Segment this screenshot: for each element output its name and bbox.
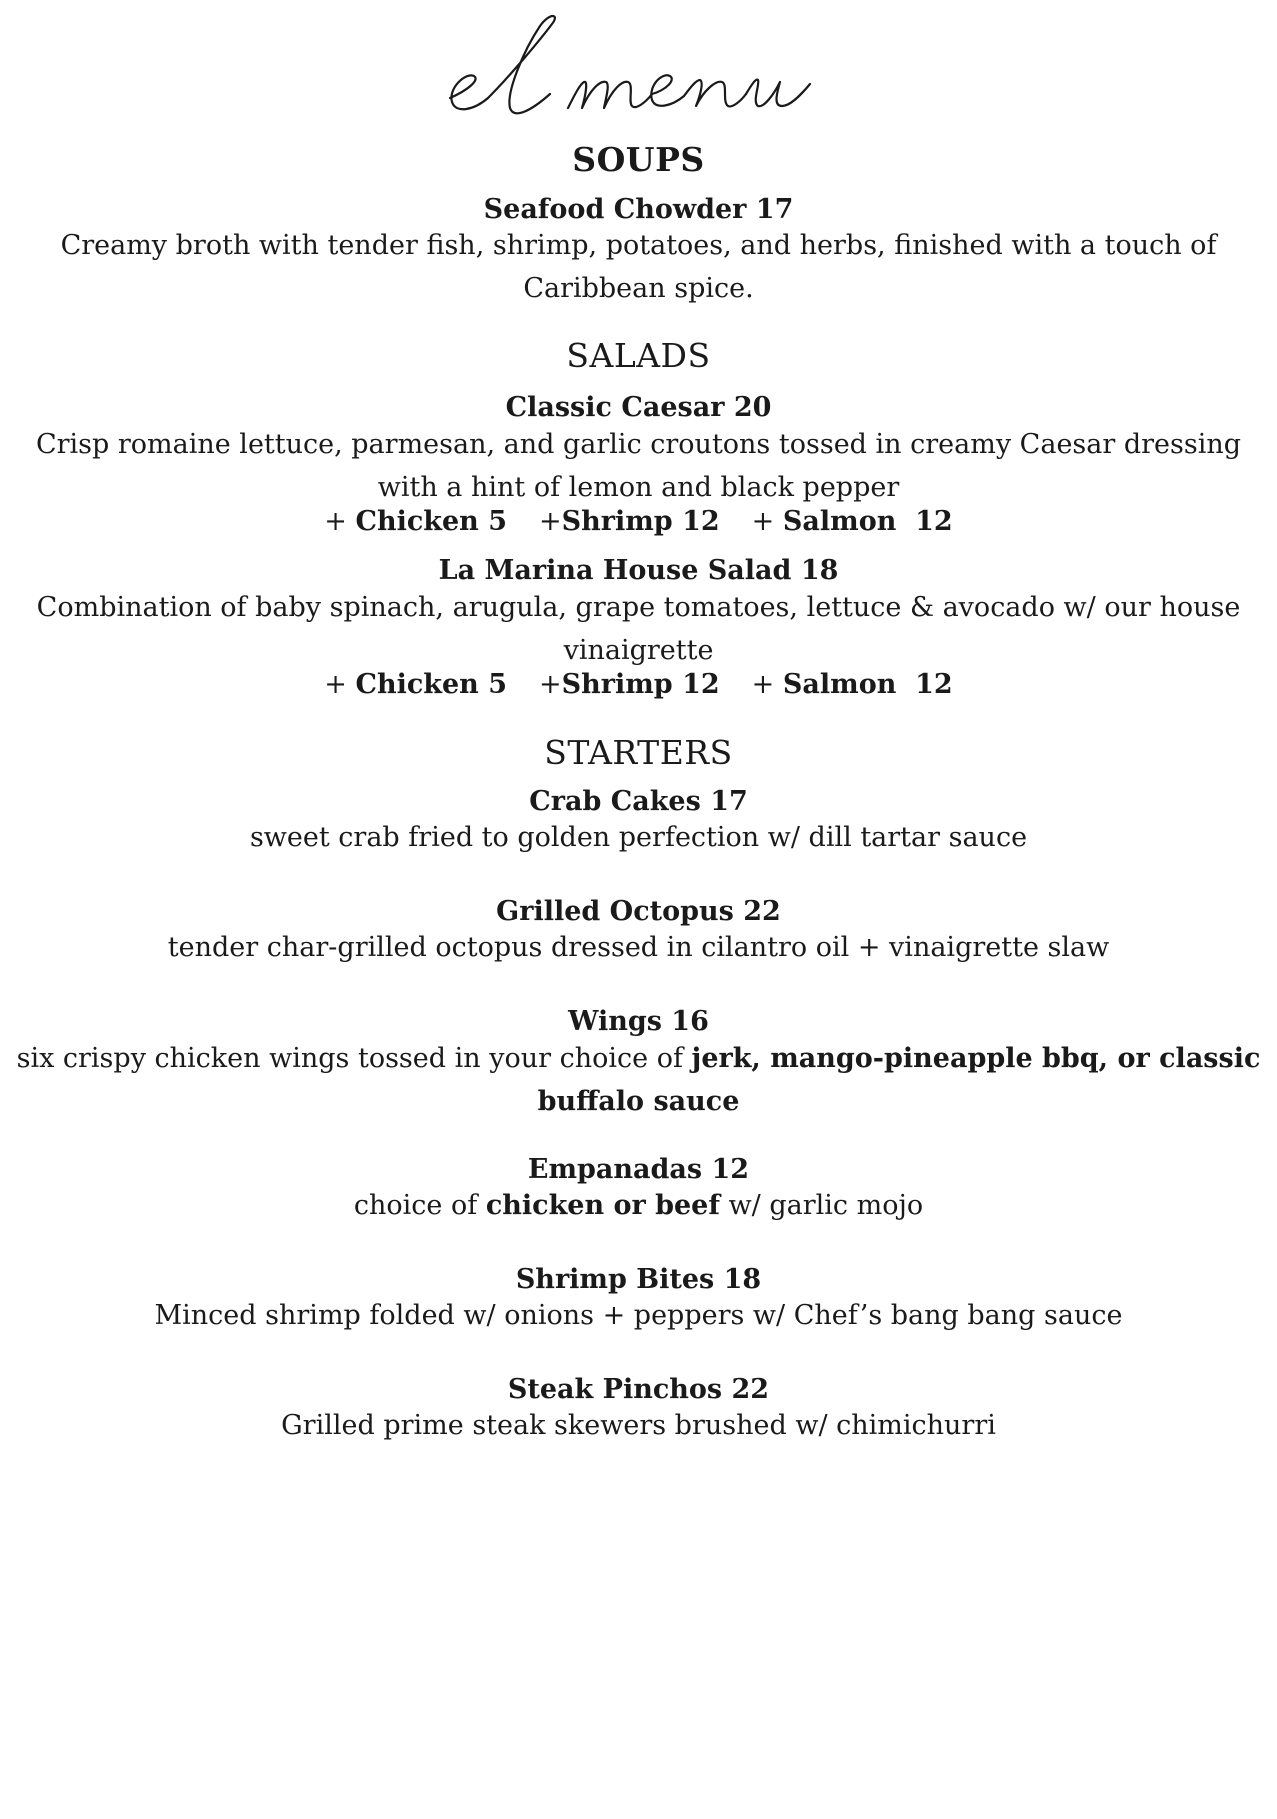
item-name-wings: Wings 16 bbox=[568, 1006, 709, 1037]
item-name-shrimp-bites: Shrimp Bites 18 bbox=[515, 1264, 762, 1295]
addon-chicken: + Chicken 5 bbox=[324, 506, 507, 537]
addons-la-marina-house-salad bbox=[0, 669, 1277, 700]
item-desc-wings-line1: six crispy chicken wings tossed in your choice of jerk, mango-pineapple bbq, or classic bbox=[16, 1043, 1261, 1074]
item-name-classic-caesar: Classic Caesar 20 bbox=[505, 392, 772, 423]
addons-classic-caesar bbox=[0, 506, 1277, 537]
item-name-empanadas: Empanadas 12 bbox=[527, 1154, 750, 1185]
item-desc-steak-pinchos: Grilled prime steak skewers brushed w/ chimichurri bbox=[281, 1410, 996, 1441]
item-desc-wings-line2: buffalo sauce bbox=[537, 1086, 740, 1117]
item-desc-classic-caesar-line2: with a hint of lemon and black pepper bbox=[377, 472, 900, 503]
section-title-salads: SALADS bbox=[566, 336, 711, 375]
item-name-la-marina-house-salad: La Marina House Salad 18 bbox=[438, 555, 839, 586]
item-desc-classic-caesar-line1: Crisp romaine lettuce, parmesan, and garlic croutons tossed in creamy Caesar dressing bbox=[35, 429, 1242, 460]
el-menu-script-logo bbox=[440, 10, 820, 130]
addon-shrimp: +Shrimp 12 bbox=[539, 669, 720, 700]
addon-salmon: + Salmon 12 bbox=[751, 506, 953, 537]
item-desc-la-marina-line2: vinaigrette bbox=[563, 635, 714, 666]
item-name-grilled-octopus: Grilled Octopus 22 bbox=[496, 896, 781, 927]
item-desc-la-marina-line1: Combination of baby spinach, arugula, grape tomatoes, lettuce & avocado w/ our house bbox=[36, 592, 1241, 623]
item-desc-grilled-octopus: tender char-grilled octopus dressed in cilantro oil + vinaigrette slaw bbox=[167, 932, 1110, 963]
addon-shrimp: +Shrimp 12 bbox=[539, 506, 720, 537]
item-name-seafood-chowder: Seafood Chowder 17 bbox=[483, 194, 794, 225]
item-desc-seafood-chowder-line2: Caribbean spice. bbox=[523, 273, 754, 304]
item-name-crab-cakes: Crab Cakes 17 bbox=[529, 786, 748, 817]
section-title-starters: STARTERS bbox=[544, 733, 733, 772]
item-desc-empanadas: choice of chicken or beef w/ garlic mojo bbox=[353, 1190, 924, 1221]
item-desc-shrimp-bites: Minced shrimp folded w/ onions + peppers w/ Chef’s bang bang sauce bbox=[154, 1300, 1123, 1331]
section-title-soups: SOUPS bbox=[572, 140, 705, 179]
item-desc-crab-cakes: sweet crab fried to golden perfection w/ dill tartar sauce bbox=[249, 822, 1028, 853]
addon-chicken: + Chicken 5 bbox=[324, 669, 507, 700]
addon-salmon: + Salmon 12 bbox=[751, 669, 953, 700]
item-name-steak-pinchos: Steak Pinchos 22 bbox=[507, 1374, 770, 1405]
item-desc-seafood-chowder-line1: Creamy broth with tender fish, shrimp, potatoes, and herbs, finished with a touch of bbox=[60, 230, 1217, 261]
